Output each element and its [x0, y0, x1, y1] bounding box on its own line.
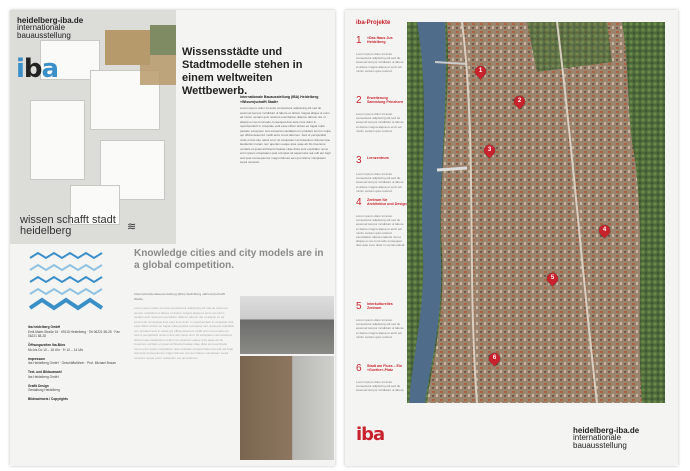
- iba-logo-red: iba: [356, 424, 385, 445]
- map-pin-4[interactable]: 4: [597, 223, 613, 239]
- map-pin-2[interactable]: 2: [512, 94, 528, 110]
- brochure-right-page: [345, 10, 678, 466]
- imprint-info: [28, 325, 120, 402]
- headline-english: Knowledge cities and city models are in a global competition.: [134, 248, 324, 271]
- info-block: Öffnungszeiten Iba-Büro Mo bis Do 10 – 18 Uhr · Fr 10 – 14 Uhr: [28, 343, 84, 352]
- headline-german: Wissensstädte und Stadtmodelle stehen in einem weltweiten Wettbewerb.: [182, 46, 303, 97]
- heidelberg-wave-icon: ≋: [127, 221, 137, 233]
- info-block: Text- und Bildauswahl Iba Heidelberg GmbH: [28, 370, 62, 379]
- architecture-photo-2: [240, 356, 334, 460]
- brand-url: heidelberg-iba.de: [17, 16, 84, 25]
- brand-subtitle: internationale bauausstellung: [17, 23, 71, 40]
- project-entry: 2 Erweiterung Sammlung Prinzhorn Lorem ipsum dolor sit amet consectetur adipiscing elit sed do eiusmod tempor incididunt ut labore et dolore magna aliqua ut enim ad minim veniam quis nostrud.: [356, 95, 404, 133]
- chevron-pattern-graphic: [28, 250, 114, 320]
- body-text-german: Lorem ipsum dolor sit amet consectetur adipiscing elit sed do eiusmod tempor incididunt ut labore et dolore magna aliqua ut enim ad minim veniam quis nostrud exercitation ullamco laboris nisi ut aliquip ex ea commodo consequat duis aute irure dolor in reprehenderit in voluptate velit esse cillum dolore eu fugiat nulla pariatur excepteur sint occaecat cupidatat non proident sunt in culpa qui officia deserunt mollit anim id est laborum. Sed ut perspiciatis unde omnis iste natus error sit voluptatem accusantium doloremque laudantium totam rem aperiam eaque ipsa quae ab illo inventore veritatis et quasi architecto beatae vitae dicta sunt explicabo nemo enim ipsam voluptatem quia voluptas sit aspernatur aut odit aut fugit sed quia consequuntur magni dolores eos qui ratione voluptatem sequi nesciunt.: [240, 106, 331, 164]
- iba-logo: iba: [16, 54, 59, 84]
- brochure-left-page: [10, 10, 335, 466]
- project-entry: 6 Stadt am Fluss – Ein »Goethe«-Platz Lorem ipsum dolor sit amet consectetur adipiscing elit sed do eiusmod tempor incididunt ut labore.: [356, 363, 405, 393]
- aerial-photo: [407, 22, 665, 403]
- intro-german: Internationale Bauausstellung (IBA) Heidelberg »Wissen|schafft Stadt«: [240, 95, 319, 104]
- brand-url: heidelberg-iba.de: [573, 426, 640, 435]
- map-pin-3[interactable]: 3: [482, 143, 498, 159]
- project-entry: 1 »Das Haus Jus Heidelberg Lorem ipsum dolor sit amet consectetur adipiscing elit sed do eiusmod tempor incididunt ut labore et dolore magna aliqua ut enim ad minim veniam quis nostrud.: [356, 35, 404, 73]
- map-pin-5[interactable]: 5: [545, 271, 561, 287]
- aerial-map-heidelberg: [407, 22, 665, 403]
- map-pin-1[interactable]: 1: [473, 64, 489, 80]
- info-block: Bildnachweis / Copyrights: [28, 397, 68, 401]
- architecture-photo-1: [240, 296, 334, 354]
- project-entry: 5 Interkulturelles Zentrum Lorem ipsum dolor sit amet consectetur adipiscing elit sed do eiusmod tempor incididunt ut labore et dolore magna aliqua ut enim ad minim veniam quis nostrud.: [356, 301, 404, 339]
- architecture-model-image: [10, 10, 176, 244]
- project-entry: 3 Lernzentrum Lorem ipsum dolor sit amet consectetur adipiscing elit sed do eiusmod tempor incididunt ut labore et dolore magna aliqua ut enim ad minim veniam quis nostrud.: [356, 155, 404, 193]
- projects-title: iba-Projekte: [356, 20, 391, 26]
- intro-english: Internationale Bauausstellung (IBA) Heidelberg »Wissen|schafft Stadt«: [134, 292, 225, 301]
- project-entry: 4 Zentrum für Architektur und Design Lorem ipsum dolor sit amet consectetur adipiscing elit sed do eiusmod tempor incididunt ut labore et dolore magna aliqua ut enim ad minim veniam quis nostrud exercitation ullamco laboris nisi ut aliquip ex ea commodo consequat duis aute irure dolor in reprehenderit.: [356, 197, 407, 248]
- info-block: iba heidelberg GmbH Emil-Maier-Straße 16 · 69115 Heidelberg · Tel 06221 58-25 · Fax 06221 58-28: [28, 325, 120, 338]
- wissen-schafft-stadt-wordmark: wissen schafft stadt heidelberg: [20, 214, 116, 237]
- body-text-english: Lorem ipsum dolor sit amet consectetur adipiscing elit sed do eiusmod tempor incididunt ut labore et dolore magna aliqua ut enim ad minim veniam quis nostrud exercitation ullamco laboris nisi ut aliquip ex ea commodo consequat duis aute irure dolor in reprehenderit in voluptate velit esse cillum dolore eu fugiat nulla pariatur excepteur sint occaecat cupidatat non proident sunt in culpa qui officia deserunt mollit anim id est laborum sed ut perspiciatis unde omnis iste natus error sit voluptatem accusantium doloremque laudantium totam rem aperiam eaque ipsa quae ab illo inventore veritatis et quasi architecto beatae vitae dicta sunt explicabo nemo enim ipsam voluptatem quia voluptas sit aspernatur aut odit aut fugit sed quia consequuntur magni dolores eos qui ratione voluptatem sequi nesciunt neque porro quisquam est qui dolorem.: [134, 306, 234, 360]
- info-block: Impressum Iba Heidelberg GmbH · Geschäftsführer · Prof. Michael Braum: [28, 356, 117, 365]
- info-block: Grafik Design Gestaltung Heidelberg: [28, 383, 60, 392]
- map-pin-6[interactable]: 6: [487, 351, 503, 367]
- brand-subtitle: internationale bauausstellung: [573, 433, 627, 450]
